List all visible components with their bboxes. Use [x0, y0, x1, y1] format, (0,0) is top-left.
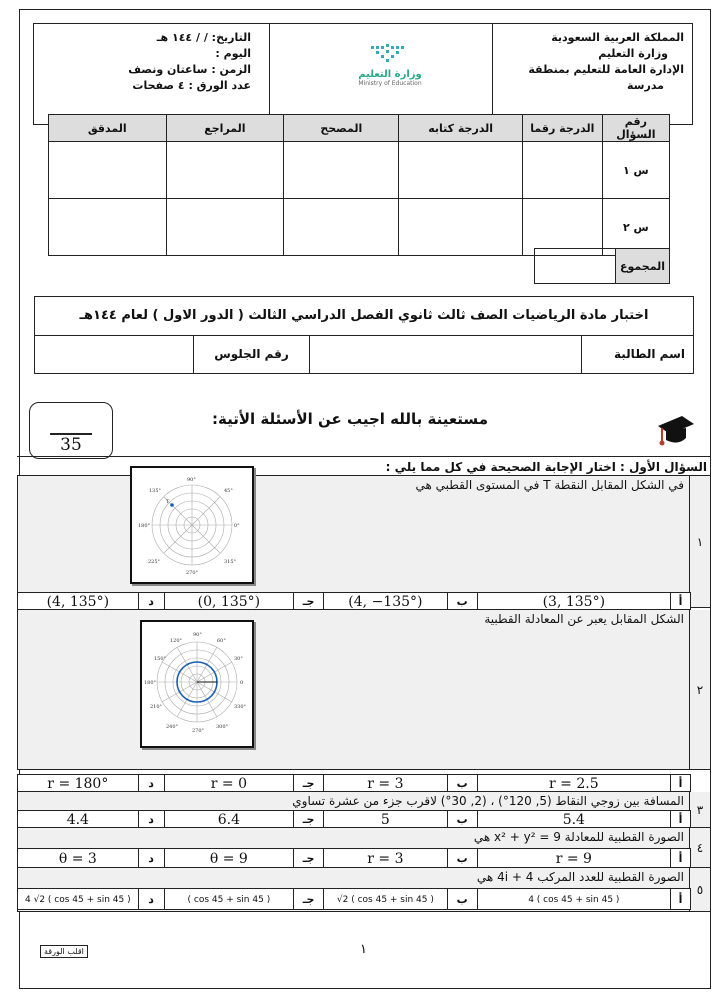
date-line: التاريخ: / / ١٤٤ هـ	[156, 31, 251, 44]
total-label: المجموع	[616, 249, 670, 284]
col-corrector: المصحح	[284, 115, 399, 142]
angle-label: 225°	[148, 559, 161, 565]
question-text: المسافة بين زوجي النقاط (5, 120°) ، (2, 30°) لاقرب جزء من عشرة تساوي	[292, 794, 684, 808]
angle-label: 90°	[193, 632, 202, 638]
angle-label: 240°	[166, 724, 179, 730]
score-total: 35	[60, 435, 82, 455]
answer-b[interactable]: r = 3	[323, 775, 447, 791]
letter-b: ب	[447, 849, 477, 867]
angle-label: 180°	[144, 680, 157, 686]
question-number: ٢	[689, 610, 710, 769]
row-label-q2: س ٢	[602, 199, 669, 256]
angle-label: 90°	[187, 477, 196, 483]
cell[interactable]	[166, 199, 284, 256]
turn-page-label: اقلب الورقة	[40, 945, 88, 958]
graduation-cap-icon	[652, 412, 696, 448]
angle-label: 0	[240, 680, 244, 686]
letter-b: ب	[447, 593, 477, 609]
answer-b[interactable]: 5	[323, 811, 447, 827]
answer-b[interactable]: (4, −135°)	[323, 593, 447, 609]
question-1	[17, 476, 711, 608]
header-box	[33, 23, 693, 125]
logo-area	[270, 24, 506, 124]
exam-title: اختبار مادة الرياضيات الصف ثالث ثانوي الفصل الدراسي الثالث ( الدور الاول ) لعام ١٤٤هـ	[35, 297, 693, 336]
question-text: الشكل المقابل يعبر عن المعادلة القطبية	[484, 612, 684, 626]
angle-label: 210°	[150, 704, 163, 710]
time-line: الزمن : ساعتان ونصف	[128, 63, 251, 76]
page-number: ١	[360, 942, 367, 957]
date-block	[34, 24, 270, 124]
answers-5	[17, 888, 691, 910]
letter-d: د	[138, 849, 164, 867]
letter-c: جـ	[293, 849, 323, 867]
row-label-q1: س ١	[602, 142, 669, 199]
answer-a[interactable]: (3, 135°)	[477, 593, 670, 609]
letter-b: ب	[447, 775, 477, 791]
answer-d[interactable]: (4, 135°)	[46, 594, 110, 610]
answers-3	[17, 810, 691, 828]
logo-english: Ministry of Education	[358, 80, 422, 87]
angle-label: 300°	[216, 724, 229, 730]
angle-label: 30°	[234, 656, 243, 662]
col-grade-words: الدرجة كتابه	[399, 115, 523, 142]
header-line: مدرسة	[627, 79, 664, 92]
header-line: وزارة التعليم	[598, 47, 668, 60]
angle-label: 270°	[186, 570, 199, 576]
cell[interactable]	[522, 142, 602, 199]
seat-number-field[interactable]	[35, 336, 193, 373]
col-question-number: رقم السؤال	[602, 115, 669, 142]
question-text: الصورة القطبية للمعادلة x² + y² = 9 هي	[473, 830, 684, 844]
header-line: الإدارة العامة للتعليم بمنطقة	[528, 63, 684, 76]
angle-label: 135°	[149, 488, 162, 494]
cell[interactable]	[284, 142, 399, 199]
question-number: ٥	[689, 868, 710, 911]
letter-b: ب	[447, 811, 477, 827]
header-line: المملكة العربية السعودية	[551, 31, 684, 44]
total-row	[534, 248, 670, 284]
col-reviewer: المراجع	[166, 115, 284, 142]
cell[interactable]	[399, 142, 523, 199]
answer-a[interactable]: 4 ( cos 45 + sin 45 )	[477, 889, 670, 909]
answer-d[interactable]: r = 180°	[47, 776, 109, 792]
letter-c: جـ	[293, 889, 323, 909]
polar-graph-2	[140, 620, 254, 748]
answer-c[interactable]: r = 0	[164, 775, 294, 791]
banner-text: مستعينة بالله اجيب عن الأسئلة الأتية:	[212, 410, 488, 428]
angle-label: 150°	[154, 656, 167, 662]
answer-a[interactable]: r = 9	[477, 849, 670, 867]
answer-c[interactable]: ( cos 45 + sin 45 )	[164, 889, 294, 909]
angle-label: 0°	[234, 523, 240, 529]
question-number: ١	[689, 476, 710, 607]
ministry-block	[492, 24, 692, 124]
letter-a: أ	[670, 849, 690, 867]
student-name-field[interactable]	[309, 336, 581, 373]
day-line: اليوم :	[215, 47, 251, 60]
point-label: T	[166, 499, 170, 505]
letter-a: أ	[670, 889, 690, 909]
letter-a: أ	[670, 811, 690, 827]
polar-graph-1	[130, 466, 254, 584]
answer-a[interactable]: 5.4	[477, 811, 670, 827]
student-name-label: اسم الطالبة	[581, 336, 693, 373]
letter-c: جـ	[293, 811, 323, 827]
angle-label: 60°	[217, 638, 226, 644]
angle-label: 330°	[234, 704, 247, 710]
angle-label: 270°	[192, 728, 205, 734]
answer-d[interactable]: θ = 3	[58, 851, 97, 867]
cell[interactable]	[49, 199, 167, 256]
question-number: ٣	[689, 792, 710, 827]
answer-d[interactable]: 4.4	[66, 812, 89, 828]
point-t	[170, 503, 174, 507]
grades-table	[48, 114, 670, 256]
letter-a: أ	[670, 775, 690, 791]
letter-c: جـ	[293, 775, 323, 791]
score-box	[29, 402, 113, 459]
letter-c: جـ	[293, 593, 323, 609]
letter-d: د	[138, 593, 164, 609]
logo-icon	[365, 42, 415, 66]
angle-label: 315°	[224, 559, 237, 565]
cell[interactable]	[399, 199, 523, 256]
total-cell[interactable]	[535, 249, 616, 284]
ministry-logo	[350, 42, 430, 87]
pages-line: عدد الورق : ٤ صفحات	[132, 79, 251, 92]
letter-d: د	[138, 775, 164, 791]
answer-c[interactable]: θ = 9	[164, 849, 294, 867]
angle-label: 120°	[170, 638, 183, 644]
answer-c[interactable]: 6.4	[164, 811, 294, 827]
answer-c[interactable]: (0, 135°)	[164, 593, 294, 609]
letter-b: ب	[447, 889, 477, 909]
seat-number-label: رقم الجلوس	[193, 336, 309, 373]
question-text: في الشكل المقابل النقطة T في المستوى القطبي هي	[415, 478, 684, 492]
question-text: الصورة القطبية للعدد المركب 4 + 4i هي	[476, 870, 684, 884]
col-grade-number: الدرجة رقما	[522, 115, 602, 142]
col-checker: المدقق	[49, 115, 167, 142]
angle-label: 45°	[224, 488, 233, 494]
angle-label: 180°	[138, 523, 151, 529]
cell[interactable]	[284, 199, 399, 256]
question-number: ٤	[689, 828, 710, 867]
letter-d: د	[138, 889, 164, 909]
section-title: السؤال الأول : اختار الإجابة الصحيحة في كل مما يلي :	[17, 456, 711, 476]
logo-text: وزارة التعليم	[358, 69, 422, 80]
exam-info-box	[34, 296, 694, 374]
cell[interactable]	[166, 142, 284, 199]
answers-2	[17, 774, 691, 792]
letter-d: د	[138, 811, 164, 827]
letter-a: أ	[670, 593, 690, 609]
answer-d[interactable]: 4 √2 ( cos 45 + sin 45 )	[25, 895, 131, 905]
cell[interactable]	[49, 142, 167, 199]
answers-4	[17, 848, 691, 868]
answer-b[interactable]: r = 3	[323, 849, 447, 867]
answers-1	[17, 592, 691, 610]
answer-b[interactable]: √2 ( cos 45 + sin 45 )	[323, 889, 447, 909]
cell[interactable]	[522, 199, 602, 256]
answer-a[interactable]: r = 2.5	[477, 775, 670, 791]
question-2	[17, 610, 711, 770]
